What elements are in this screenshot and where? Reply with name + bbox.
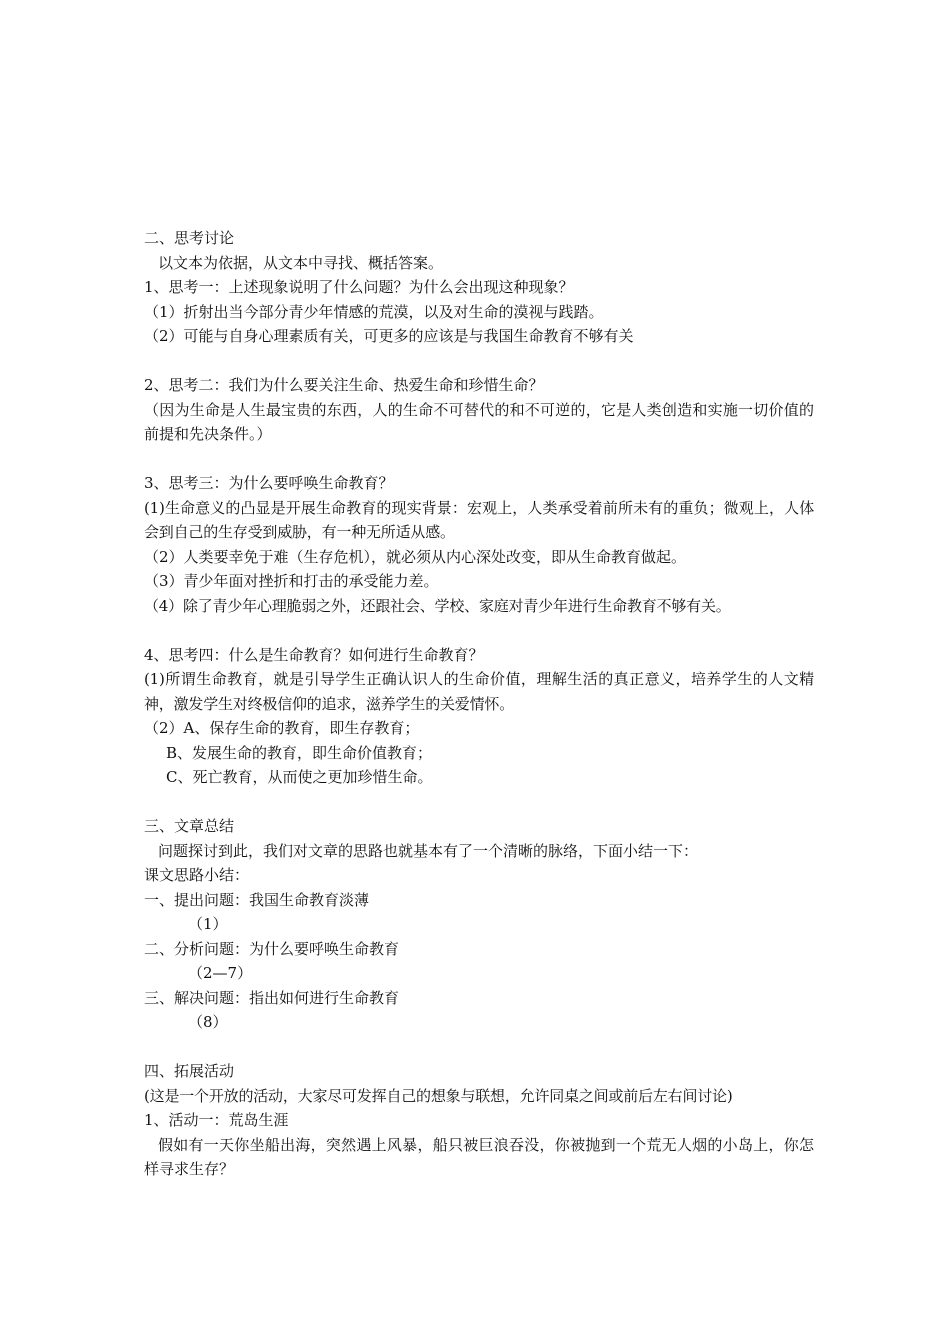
section-heading-summary: 三、文章总结: [144, 817, 235, 835]
summary-item-3: 三、解决问题：指出如何进行生命教育: [144, 988, 400, 1007]
activity-1-text: 假如有一天你坐船出海，突然遇上风暴，船只被巨浪吞没，你被抛到一个荒无人烟的小岛上，你怎样寻求生存？: [144, 1135, 814, 1178]
summary-item-1: 一、提出问题：我国生命教育淡薄: [144, 890, 370, 909]
question-1: 1、思考一：上述现象说明了什么问题？为什么会出现这种现象？: [144, 278, 574, 296]
summary-intro: 问题探讨到此，我们对文章的思路也就基本有了一个清晰的脉络，下面小结一下：: [158, 841, 699, 860]
spacer: [144, 1035, 814, 1060]
spacer: [144, 618, 814, 643]
question-1-answer-1: （1）折射出当今部分青少年情感的荒漠，以及对生命的漠视与践踏。: [144, 302, 604, 321]
question-1-answer-2: （2）可能与自身心理素质有关，可更多的应该是与我国生命教育不够有关: [144, 327, 634, 345]
section-heading-discussion: 二、思考讨论: [144, 229, 235, 247]
question-4-answer-1: (1)所谓生命教育，就是引导学生正确认识人的生命价值，理解生活的真正意义，培养学生的人文精神，激发学生对终极信仰的追求，滋养学生的关爱情怀。: [144, 670, 814, 713]
question-4-answer-2b: B、发展生命的教育，即生命价值教育；: [166, 743, 433, 762]
spacer: [144, 790, 814, 815]
summary-title: 课文思路小结：: [144, 866, 250, 884]
activity-1-title: 1、活动一：荒岛生涯: [144, 1111, 289, 1129]
question-3-answer-3: （3）青少年面对挫折和打击的承受能力差。: [144, 572, 439, 590]
question-2: 2、思考二：我们为什么要关注生命、热爱生命和珍惜生命？: [144, 376, 544, 394]
question-3: 3、思考三：为什么要呼唤生命教育？: [144, 474, 394, 492]
question-3-answer-1: (1)生命意义的凸显是开展生命教育的现实背景：宏观上，人类承受着前所未有的重负；微观上，人体会到自己的生存受到威胁，有一种无所适从感。: [144, 498, 814, 541]
discussion-intro: 以文本为依据，从文本中寻找、概括答案。: [158, 253, 444, 272]
document-body: [144, 226, 814, 1182]
summary-item-2: 二、分析问题：为什么要呼唤生命教育: [144, 939, 400, 958]
summary-item-3-paragraphs: （8）: [188, 1013, 228, 1031]
question-2-answer: （因为生命是人生最宝贵的东西，人的生命不可替代的和不可逆的，它是人类创造和实施一切价值的前提和先决条件。）: [144, 400, 814, 443]
question-4: 4、思考四：什么是生命教育？如何进行生命教育？: [144, 645, 484, 664]
activities-note: (这是一个开放的活动，大家尽可发挥自己的想象与联想，允许同桌之间或前后左右间讨论): [144, 1086, 733, 1105]
question-3-answer-2: （2）人类要幸免于难（生存危机），就必须从内心深处改变，即从生命教育做起。: [144, 547, 687, 566]
question-3-answer-4: （4）除了青少年心理脆弱之外，还跟社会、学校、家庭对青少年进行生命教育不够有关。: [144, 596, 731, 615]
spacer: [144, 349, 814, 374]
section-heading-activities: 四、拓展活动: [144, 1062, 235, 1080]
question-4-answer-2c: C、死亡教育，从而使之更加珍惜生命。: [166, 768, 433, 786]
spacer: [144, 447, 814, 472]
summary-item-1-paragraphs: （1）: [188, 915, 228, 933]
summary-item-2-paragraphs: （2—7）: [188, 964, 253, 982]
question-4-answer-2a: （2）A、保存生命的教育，即生存教育；: [144, 719, 420, 737]
